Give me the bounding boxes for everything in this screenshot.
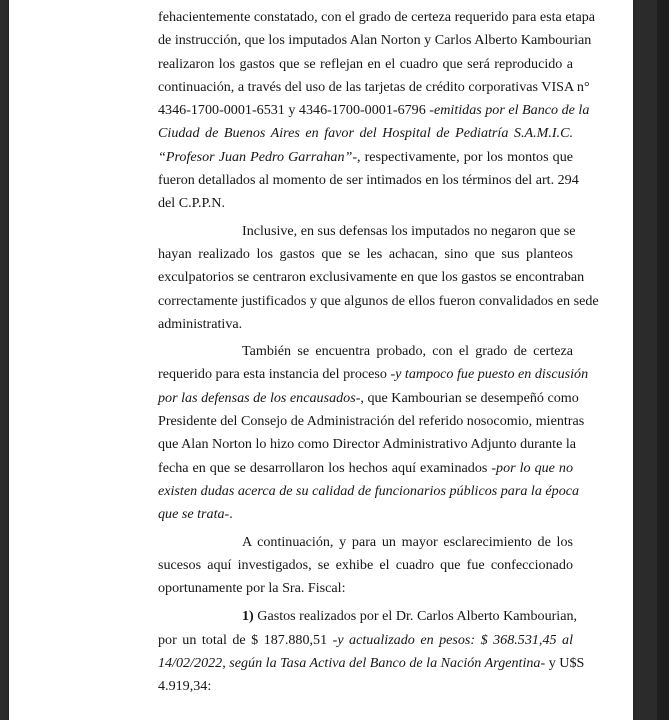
text-line	[158, 554, 573, 577]
text-segment: fueron detallados al momento de ser intimados en los términos del art. 294	[158, 172, 579, 189]
text-line	[158, 457, 573, 480]
text-line	[158, 243, 573, 266]
text-segment: continuación, a través del uso de las tarjetas de crédito corporativas VISA n°	[158, 78, 590, 95]
text-segment: por un total de $ 187.880,51	[158, 631, 333, 648]
text-line	[158, 169, 579, 192]
text-segment: , que Kambourian se desempeñó como	[360, 389, 579, 406]
text-segment: exculpatorios se centraron exclusivamente en que los gastos se encontraban	[158, 269, 585, 286]
italic-text: “Profesor Juan Pedro Garrahan”	[158, 148, 353, 165]
text-segment: y U$S	[545, 655, 585, 672]
text-segment: -, respectivamente, por los montos que	[352, 148, 573, 165]
text-segment: Presidente del Consejo de Administración del referido nosocomio, mientras	[158, 413, 585, 430]
text-segment: oportunamente por la Sra. Fiscal:	[158, 580, 346, 597]
text-segment: hayan realizado los gastos que se les achacan, sino que sus planteos	[158, 245, 573, 262]
text-line	[158, 652, 585, 675]
text-segment: Inclusive, en sus defensas los imputados no negaron que se	[242, 222, 576, 239]
text-line	[158, 220, 576, 243]
text-line	[158, 76, 590, 99]
scrollbar[interactable]	[657, 0, 669, 720]
text-line	[158, 433, 577, 456]
italic-text: -emitidas por el Banco de la	[429, 102, 590, 119]
text-segment: de instrucción, que los imputados Alan Norton y Carlos Alberto Kambourian	[158, 32, 592, 49]
bold-text: 1)	[242, 608, 254, 625]
text-line	[158, 53, 573, 76]
text-line	[158, 363, 589, 386]
text-line	[158, 410, 585, 433]
italic-text: existen dudas acerca de su calidad de funcionarios públicos para la época	[158, 482, 580, 499]
text-segment: que Alan Norton lo hizo como Director Administrativo Adjunto durante la	[158, 436, 577, 453]
text-segment: .	[229, 506, 233, 523]
text-line	[158, 29, 592, 52]
text-line	[158, 122, 573, 145]
text-line	[158, 290, 599, 313]
italic-text: 14/02/2022, según la Tasa Activa del Banco de la Nación Argentina-	[158, 655, 546, 672]
text-line	[158, 266, 585, 289]
text-segment: fecha en que se desarrollaron los hechos aquí examinados	[158, 459, 492, 476]
italic-text: -y tampoco fue puesto en discusión	[390, 366, 589, 383]
italic-text: por las defensas de los encausados-	[158, 389, 361, 406]
text-line	[158, 675, 573, 698]
paragraph-p3	[158, 340, 589, 526]
text-segment: administrativa.	[158, 315, 243, 332]
text-line	[158, 629, 573, 652]
paragraph-p4	[158, 531, 573, 601]
text-line	[158, 577, 573, 600]
text-segment: Gastos realizados por el Dr. Carlos Alberto Kambourian,	[253, 608, 578, 625]
italic-text: Ciudad de Buenos Aires en favor del Hospital de Pediatría S.A.M.I.C.	[158, 125, 573, 142]
italic-text: -y actualizado en pesos: $ 368.531,45 al	[332, 631, 574, 648]
text-line	[158, 605, 578, 628]
text-line	[158, 6, 596, 29]
text-segment: A continuación, y para un mayor esclarecimiento de los	[242, 533, 573, 550]
text-line	[158, 503, 573, 526]
text-segment: fehacientemente constatado, con el grado de certeza requerido para esta etapa	[158, 9, 596, 25]
text-segment: correctamente justificados y que algunos de ellos fueron convalidados en sede	[158, 292, 599, 309]
text-segment: realizaron los gastos que se reflejan en el cuadro que será reproducido a	[158, 55, 573, 72]
text-segment: sucesos aquí investigados, se exhibe el cuadro que fue confeccionado	[158, 556, 573, 573]
text-segment: del C.P.P.N.	[158, 195, 225, 212]
paragraph-p2	[158, 220, 599, 336]
text-line	[158, 480, 580, 503]
text-segment: 4346-1700-0001-6531 y 4346-1700-0001-6796	[158, 102, 430, 119]
text-line	[158, 99, 590, 122]
text-line	[158, 531, 573, 554]
text-line	[158, 340, 573, 363]
text-line	[158, 146, 573, 169]
text-line	[158, 313, 573, 336]
document-body	[158, 6, 599, 699]
text-line	[158, 387, 579, 410]
text-line	[158, 192, 573, 215]
text-segment: También se encuentra probado, con el grado de certeza	[242, 343, 573, 360]
paragraph-p5	[158, 605, 585, 698]
italic-text: que se trata-	[158, 506, 230, 523]
text-segment: requerido para esta instancia del proceso	[158, 366, 391, 383]
text-segment: 4.919,34:	[158, 678, 212, 695]
document-page	[9, 0, 633, 720]
italic-text: -por lo que no	[491, 459, 573, 476]
paragraph-p1	[158, 6, 596, 216]
